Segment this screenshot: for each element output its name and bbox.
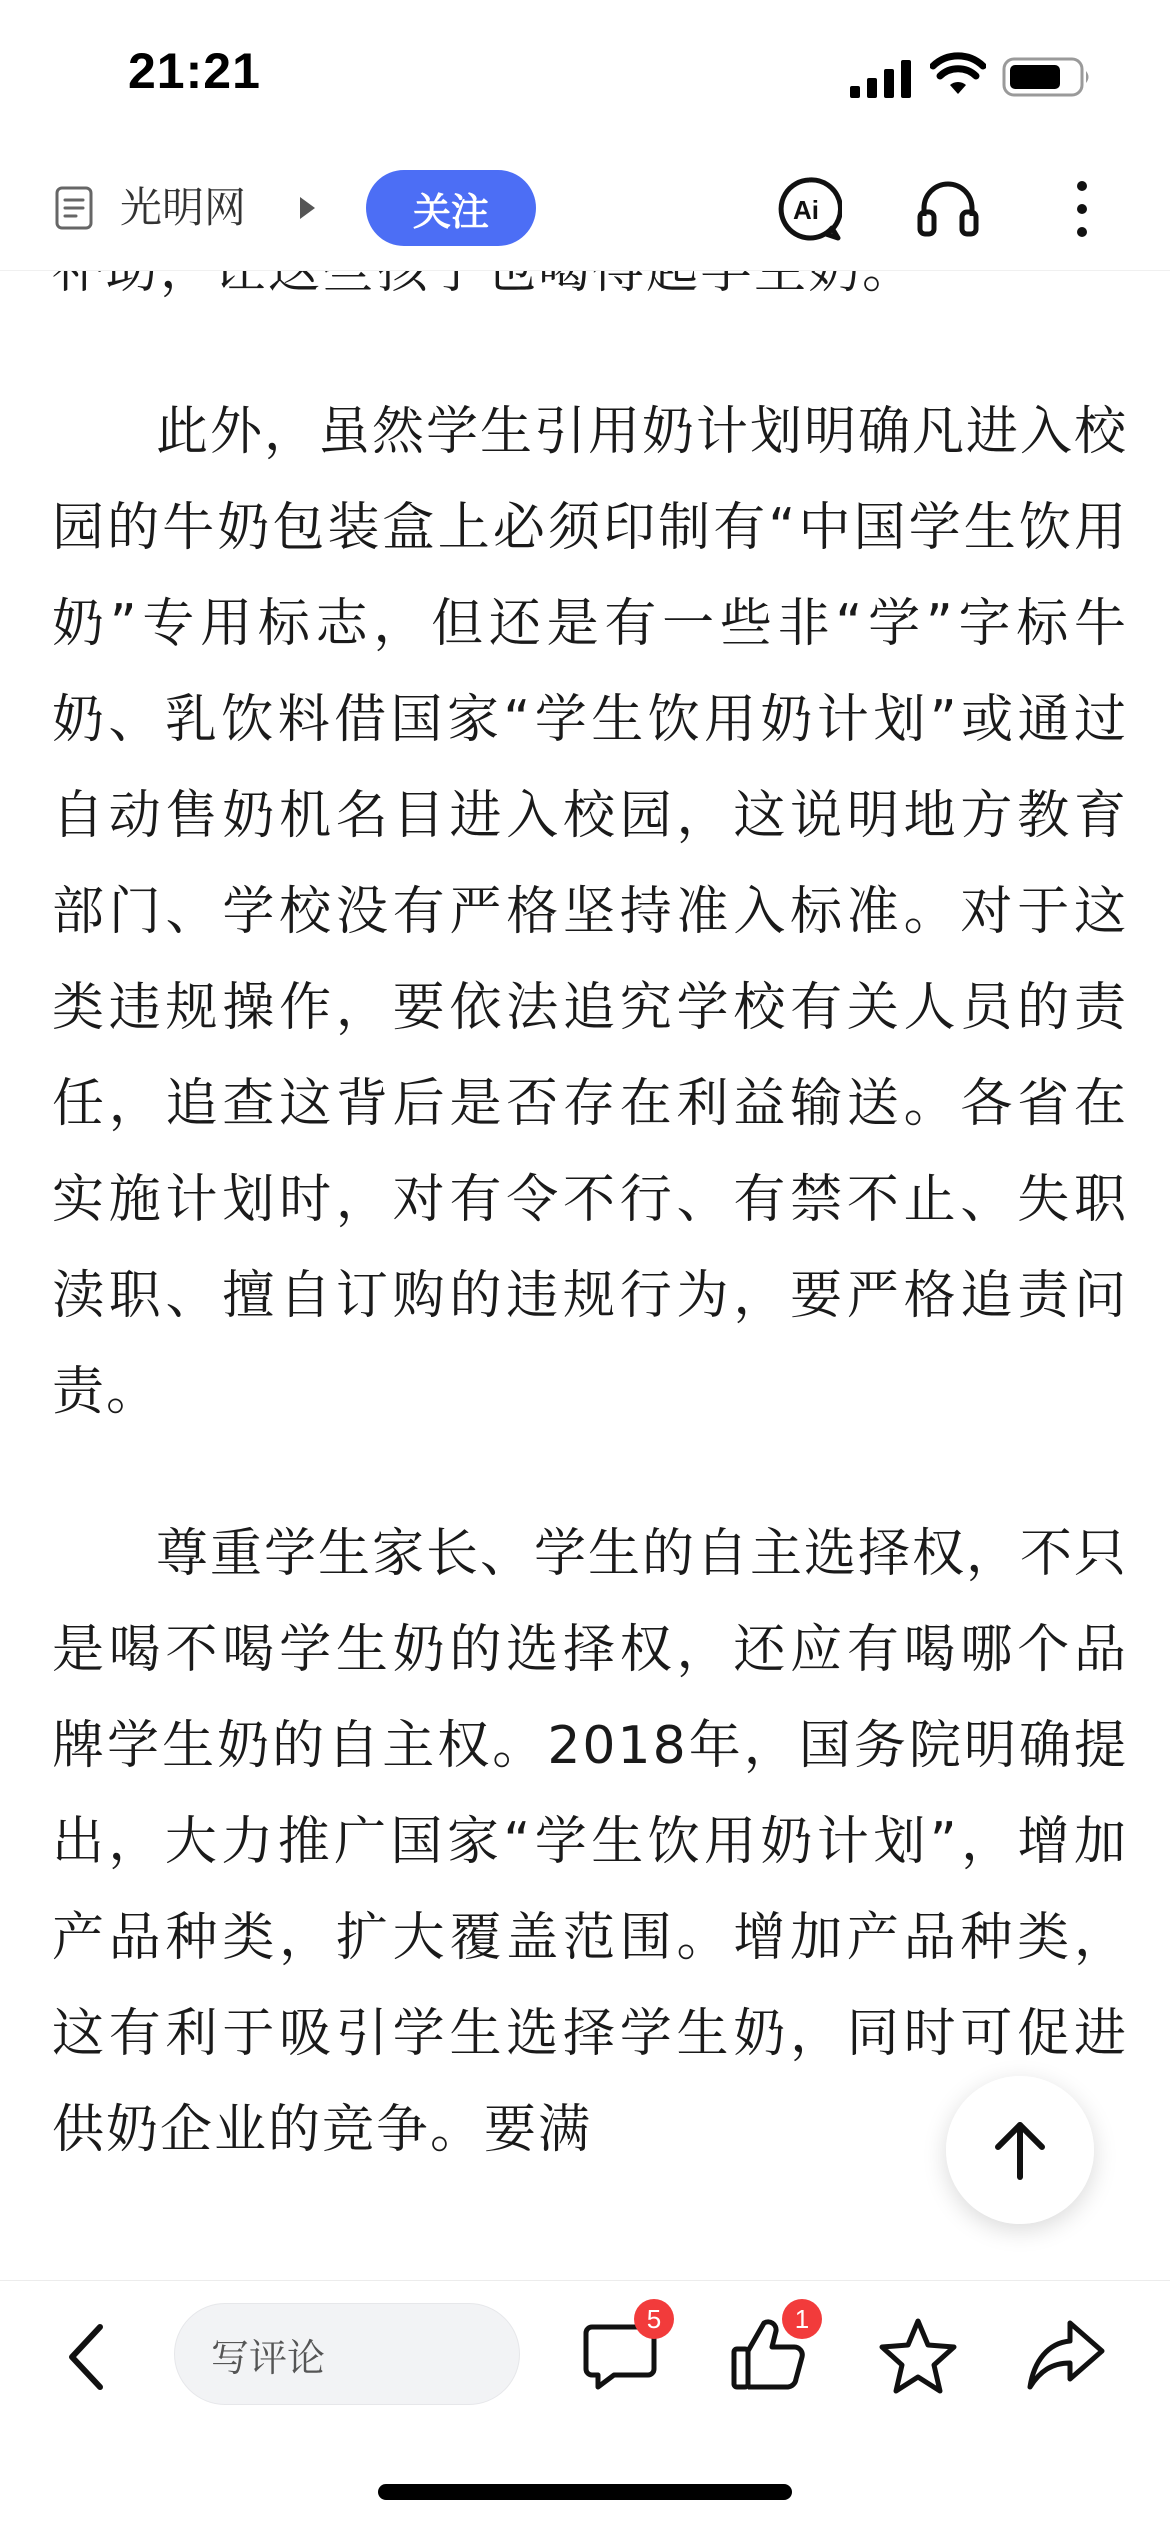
back-arrow-icon[interactable] — [62, 2321, 110, 2393]
share-button[interactable] — [1026, 2315, 1106, 2395]
like-button[interactable] — [728, 2303, 810, 2395]
headphones-icon[interactable] — [916, 176, 980, 238]
cellular-signal-icon — [850, 58, 912, 98]
article-paragraph: 尊重学生家长、学生的自主选择权，不只是喝不喝学生奶的选择权，还应有喝哪个品牌学生奶的自主权。2018年，国务院明确提出，大力推广国家“学生饮用奶计划”，增加产品种类，扩大覆盖范围。增加产品种类，这有利于吸引学生选择学生奶，同时可促进供奶企业的竞争。要满 — [52, 1524, 1129, 2160]
article-paragraph: 此外，虽然学生引用奶计划明确凡进入校园的牛奶包装盒上必须印制有“中国学生饮用奶”专用标志，但还是有一些非“学”字标牛奶、乳饮料借国家“学生饮用奶计划”或通过自动售奶机名目进入校园，这说明地方教育部门、学校没有严格坚持准入标准。对于这类违规操作，要依法追究学校有关人员的责任，追查这背后是否存在利益输送。各省在实施计划时，对有令不行、有禁不止、失职渎职、擅自订购的违规行为，要严格追责问责。 — [52, 402, 1129, 1422]
status-time: 21:21 — [128, 43, 261, 99]
home-indicator — [378, 2484, 792, 2500]
source-name-link[interactable]: 光明网 — [120, 183, 247, 232]
wifi-icon — [930, 52, 986, 96]
arrow-right-icon[interactable] — [296, 194, 318, 222]
comment-input[interactable]: 写评论 — [174, 2303, 520, 2405]
arrow-up-icon — [992, 2119, 1048, 2181]
battery-icon — [1002, 56, 1092, 98]
comment-count-badge: 5 — [634, 2299, 674, 2339]
share-icon — [1026, 2315, 1106, 2395]
more-icon[interactable] — [1070, 178, 1094, 240]
star-icon — [878, 2315, 958, 2395]
doc-icon — [54, 185, 94, 231]
nav-header — [0, 150, 1170, 271]
like-count-badge: 1 — [782, 2299, 822, 2339]
favorite-button[interactable] — [878, 2315, 958, 2395]
follow-button[interactable]: 关注 — [366, 170, 536, 246]
svg-text:Ai: Ai — [793, 195, 819, 225]
ai-icon[interactable] — [776, 176, 842, 242]
back-to-top-button[interactable] — [946, 2076, 1094, 2224]
article-body — [52, 222, 1128, 2178]
status-bar — [0, 0, 1170, 150]
comment-button[interactable] — [580, 2303, 662, 2395]
